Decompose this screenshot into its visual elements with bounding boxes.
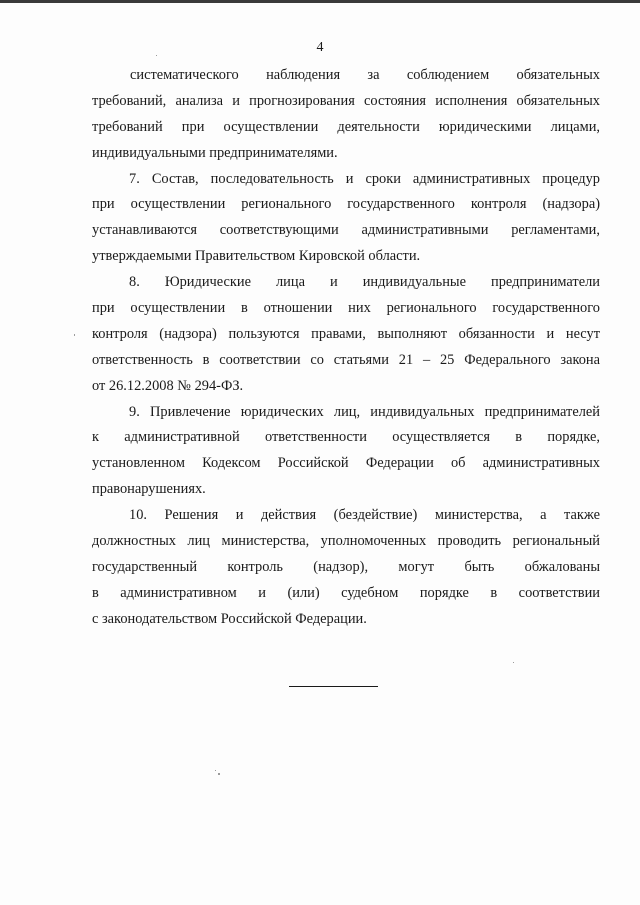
- page-number: 4: [316, 40, 324, 55]
- text-line: в административном и (или) судебном порядке в соответствии: [92, 584, 600, 601]
- text-line: 7. Состав, последовательность и сроки административных процедур: [129, 170, 600, 187]
- text-line: правонарушениях.: [92, 481, 206, 498]
- text-line: 10. Решения и действия (бездействие) министерства, а также: [129, 507, 600, 524]
- scan-speck: [74, 334, 75, 336]
- text-line: требований, анализа и прогнозирования состояния исполнения обязательных: [92, 92, 600, 109]
- text-line: с законодательством Российской Федерации.: [92, 610, 367, 627]
- text-line: при осуществлении регионального государственного контроля (надзора): [92, 196, 600, 213]
- text-line: индивидуальными предпринимателями.: [92, 144, 338, 161]
- text-line: 9. Привлечение юридических лиц, индивидуальных предпринимателей: [129, 403, 600, 420]
- scan-top-edge: [0, 0, 640, 3]
- text-line: при осуществлении в отношении них регионального государственного: [92, 300, 600, 317]
- text-line: систематического наблюдения за соблюдением обязательных: [130, 67, 600, 83]
- text-line: установленном Кодексом Российской Федерации об административных: [92, 455, 600, 472]
- text-line: требований при осуществлении деятельности юридическими лицами,: [92, 118, 600, 135]
- scan-speck: [156, 55, 157, 56]
- end-of-text-rule: [289, 686, 378, 687]
- text-line: должностных лиц министерства, уполномоченных проводить региональный: [92, 533, 600, 550]
- text-line: 8. Юридические лица и индивидуальные предприниматели: [129, 274, 600, 291]
- scan-speck: [218, 773, 220, 775]
- scan-speck: [513, 662, 514, 663]
- text-line: контроля (надзора) пользуются правами, выполняют обязанности и несут: [92, 325, 600, 342]
- text-line: от 26.12.2008 № 294-ФЗ.: [92, 377, 244, 394]
- scan-speck: [215, 770, 216, 771]
- text-line: государственный контроль (надзор), могут быть обжалованы: [92, 558, 600, 575]
- text-line: к административной ответственности осуществляется в порядке,: [92, 429, 600, 446]
- text-line: ответственность в соответствии со статьями 21 – 25 Федерального закона: [92, 351, 600, 368]
- text-line: устанавливаются соответствующими административными регламентами,: [92, 222, 600, 239]
- document-body: [92, 63, 600, 633]
- text-line: утверждаемыми Правительством Кировской области.: [92, 248, 421, 265]
